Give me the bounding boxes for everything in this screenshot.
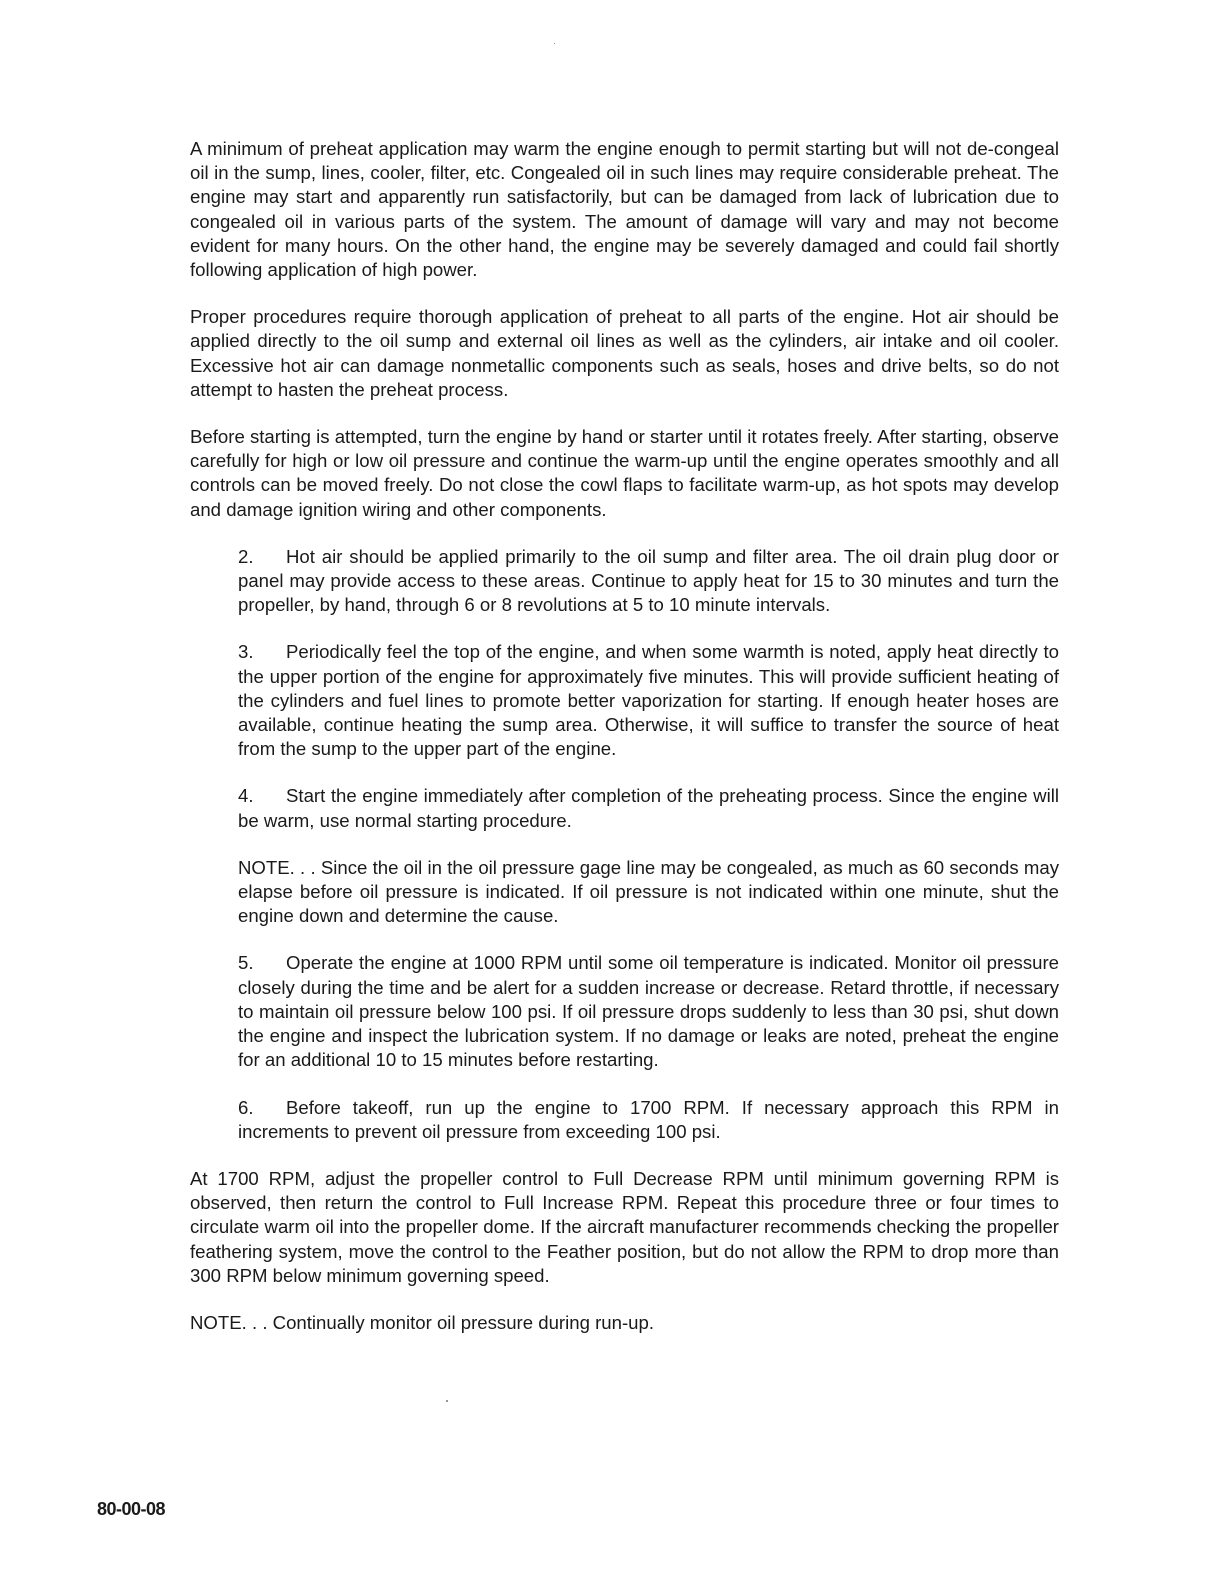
step-text: Before takeoff, run up the engine to 1700 RPM. If necessary approach this RPM in increments to prevent oil pressure from exceeding 100 psi. bbox=[238, 1096, 1059, 1142]
step-text: Periodically feel the top of the engine, and when some warmth is noted, apply heat directly to the upper portion of the engine for approximately five minutes. This will provide sufficient heating of the cylinders and fuel lines to promote better vaporization for starting. If enough heater hoses are available, continue heating the sump area. Otherwise, it will suffice to transfer the source of heat from the sump to the upper part of the engine. bbox=[238, 641, 1059, 760]
step-number: 3. bbox=[238, 641, 254, 663]
step-text: Operate the engine at 1000 RPM until some oil temperature is indicated. Monitor oil pressure closely during the time and be alert for a sudden increase or decrease. Retard throttle, if necessary to maintain oil pressure below 100 psi. If oil pressure drops suddenly to less than 30 psi, shut down the engine and inspect the lubrication system. If no damage or leaks are noted, preheat the engine for an additional 10 to 15 minutes before restarting. bbox=[238, 952, 1059, 1071]
scan-speck bbox=[446, 1400, 448, 1402]
step-3 bbox=[238, 640, 1059, 761]
paragraph-before-starting: Before starting is attempted, turn the engine by hand or starter until it rotates freely. After starting, observe carefully for high or low oil pressure and continue the warm-up until the engine operates smoothly and all controls can be moved freely. Do not close the cowl flaps to facilitate warm-up, as hot spots may develop and damage ignition wiring and other components. bbox=[190, 426, 1059, 520]
step-number: 2. bbox=[238, 545, 254, 567]
step-6 bbox=[238, 1096, 1059, 1144]
paragraph-proper-procedures: Proper procedures require thorough application of preheat to all parts of the engine. Hot air should be applied directly to the oil sump and external oil lines as well as the cylinders, air intake and oil cooler. Excessive hot air can damage nonmetallic components such as seals, hoses and drive belts, so do not attempt to hasten the preheat process. bbox=[190, 306, 1059, 400]
step-text: Hot air should be applied primarily to the oil sump and filter area. The oil drain plug door or panel may provide access to these areas. Continue to apply heat for 15 to 30 minutes and turn the propeller, by hand, through 6 or 8 revolutions at 5 to 10 minute intervals. bbox=[238, 545, 1059, 616]
step-4 bbox=[238, 784, 1059, 832]
paragraph-minimum-preheat: A minimum of preheat application may warm the engine enough to permit starting but will not de-congeal oil in the sump, lines, cooler, filter, etc. Congealed oil in such lines may require considerable preheat. The engine may start and apparently run satisfactorily, but can be damaged from lack of lubrication due to congealed oil in various parts of the system. The amount of damage will vary and may not become evident for many hours. On the other hand, the engine may be severely damaged and could fail shortly following application of high power. bbox=[190, 138, 1059, 281]
page-code: 80-00-08 bbox=[97, 1499, 166, 1519]
step-number: 6. bbox=[238, 1096, 254, 1118]
step-note: NOTE. . . Since the oil in the oil pressure gage line may be congealed, as much as 60 seconds may elapse before oil pressure is indicated. If oil pressure is not indicated within one minute, shut the engine down and determine the cause. bbox=[238, 856, 1059, 927]
step-number: 5. bbox=[238, 952, 254, 974]
scan-speck bbox=[554, 43, 555, 44]
step-2 bbox=[238, 545, 1059, 618]
step-5 bbox=[238, 951, 1059, 1072]
document-body bbox=[190, 137, 1059, 1335]
final-note: NOTE. . . Continually monitor oil pressure during run-up. bbox=[190, 1311, 655, 1333]
step-number: 4. bbox=[238, 785, 254, 807]
paragraph-propeller-control: At 1700 RPM, adjust the propeller control to Full Decrease RPM until minimum governing RPM is observed, then return the control to Full Increase RPM. Repeat this procedure three or four times to circulate warm oil into the propeller dome. If the aircraft manufacturer recommends checking the propeller feathering system, move the control to the Feather position, but do not allow the RPM to drop more than 300 RPM below minimum governing speed. bbox=[190, 1167, 1059, 1286]
step-text: Start the engine immediately after completion of the preheating process. Since the engine will be warm, use normal starting procedure. bbox=[238, 785, 1059, 831]
